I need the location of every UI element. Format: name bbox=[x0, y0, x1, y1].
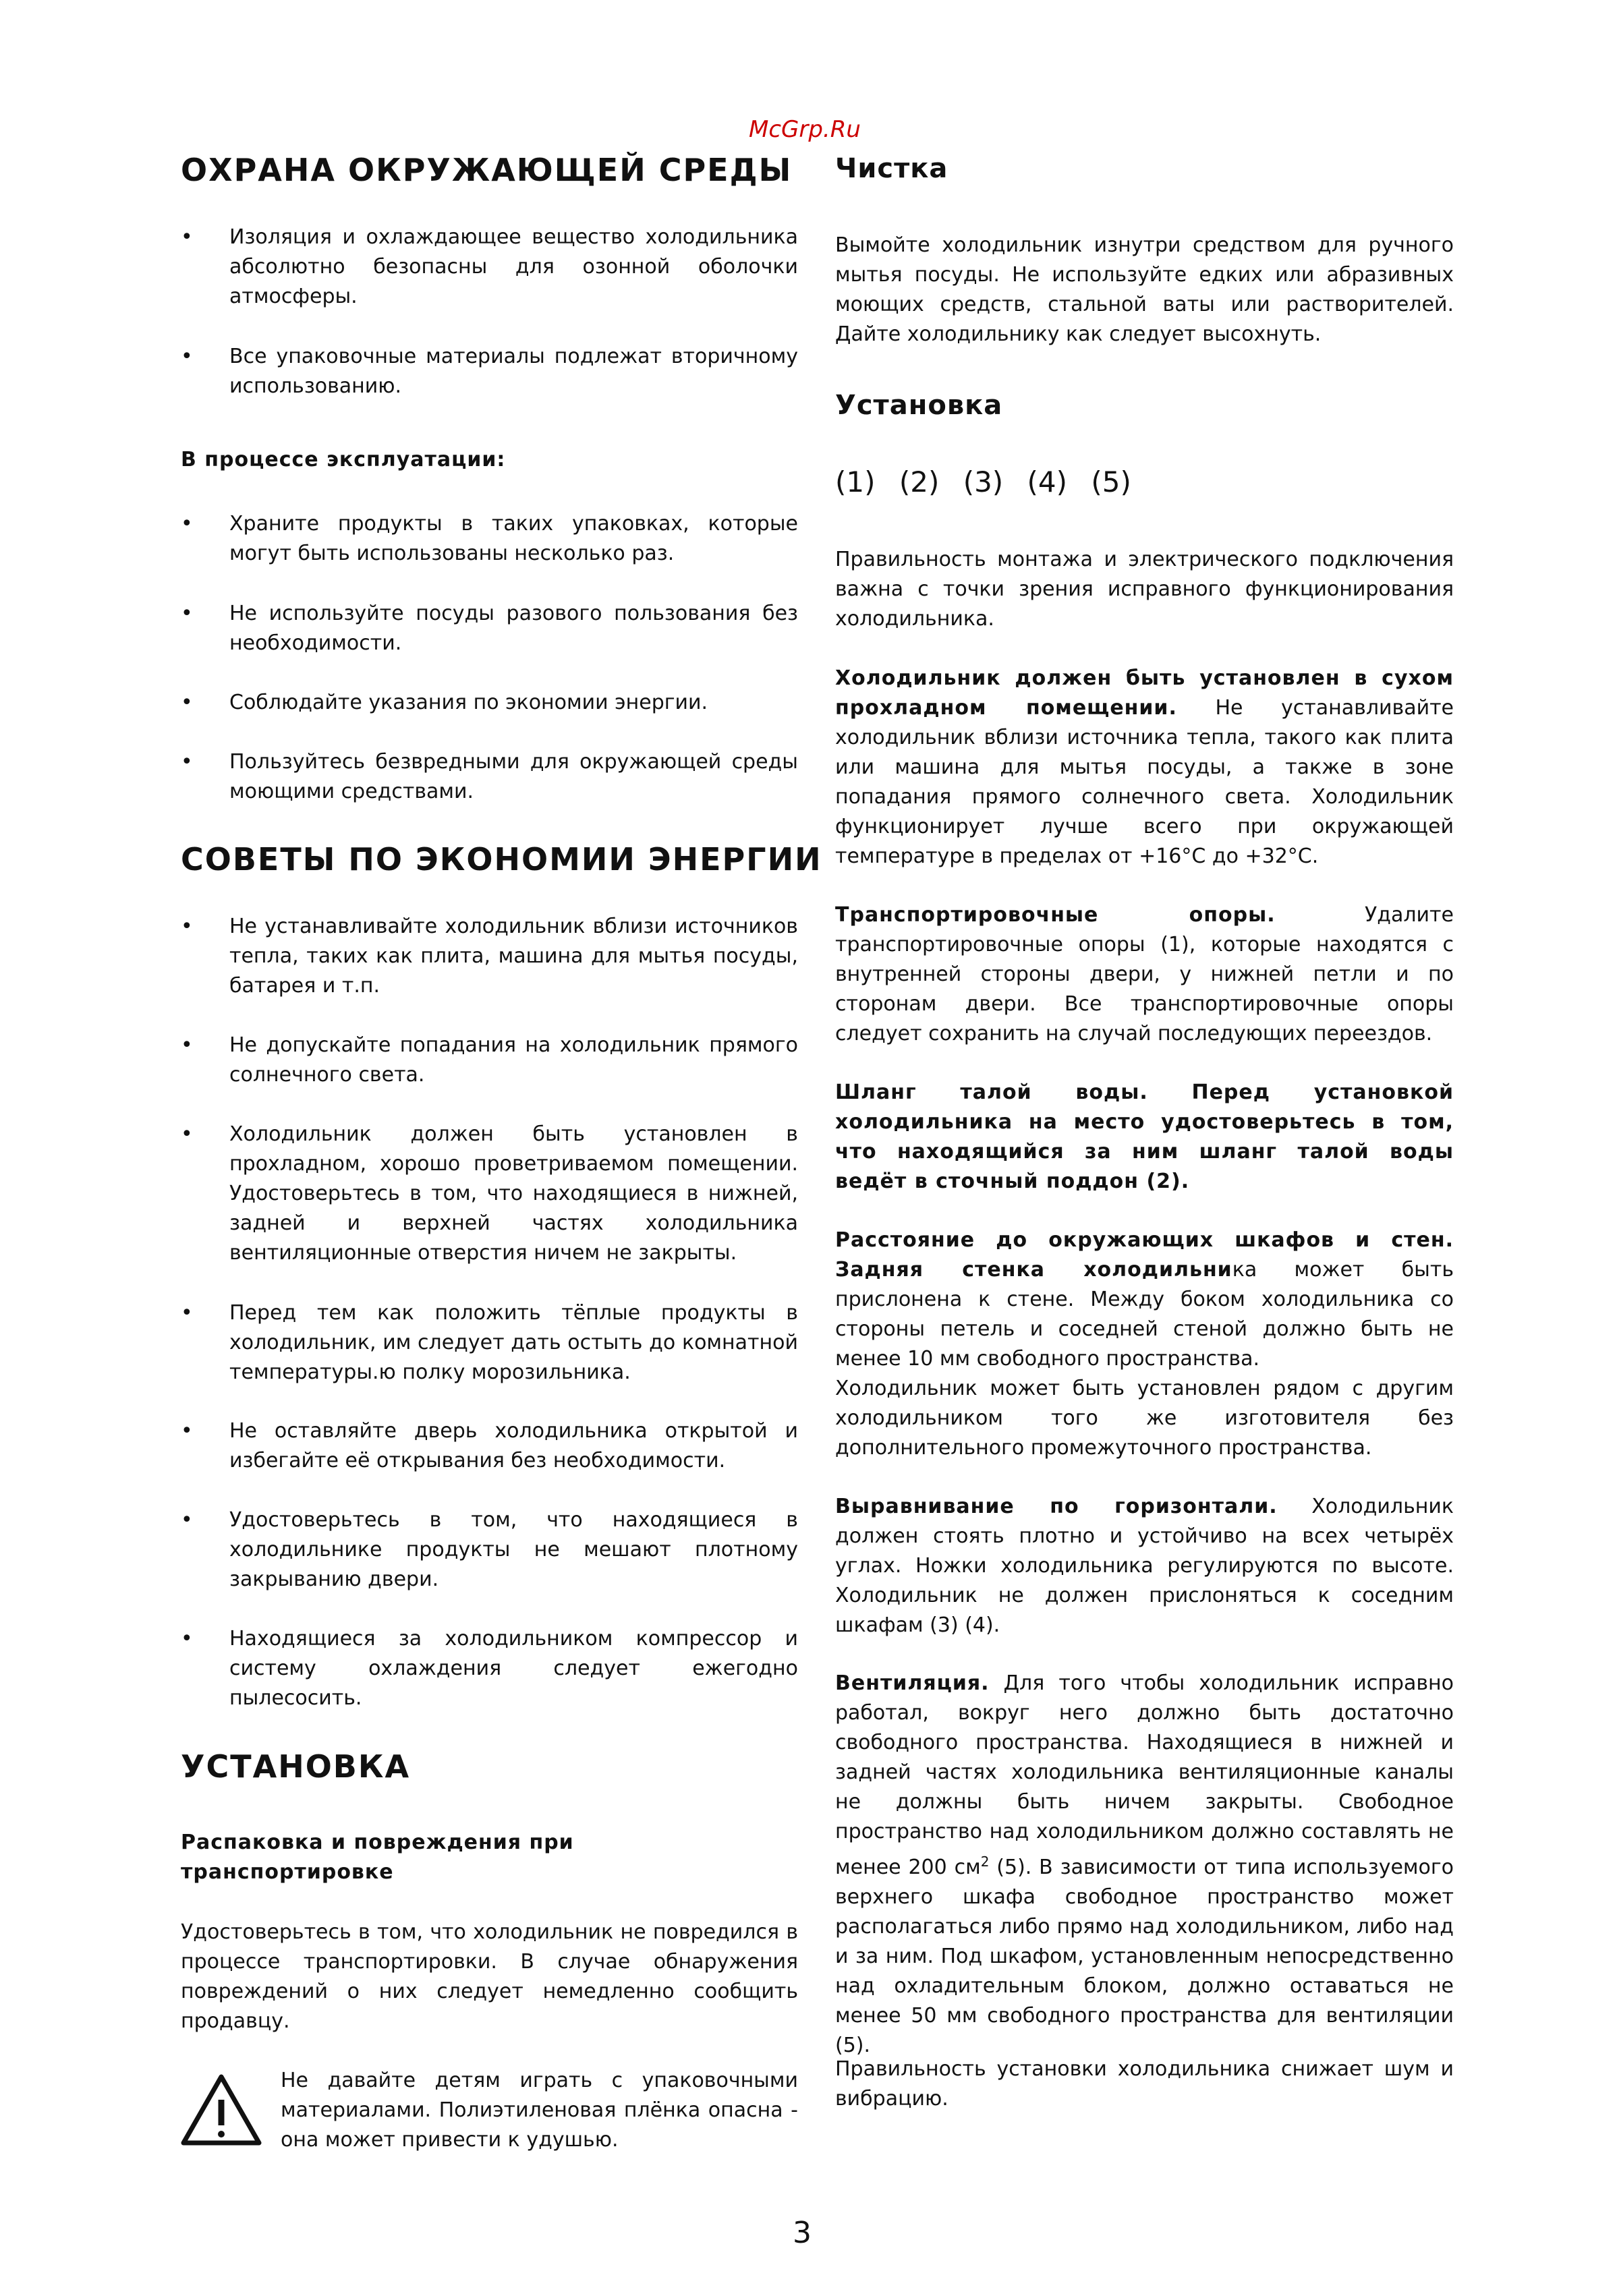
bullet-icon: • bbox=[181, 915, 193, 938]
bullet-icon: • bbox=[181, 1122, 193, 1146]
distance-paragraph-2: Холодильник может быть установлен рядом с другим холодильником того же изготовителя без дополнительного промежуточного пространства. bbox=[835, 1377, 1454, 1460]
section-title-cleaning: Чистка bbox=[835, 153, 948, 184]
watermark: McGrp.Ru bbox=[749, 116, 861, 143]
section-title-energy: СОВЕТЫ ПО ЭКОНОМИИ ЭНЕРГИИ bbox=[181, 841, 822, 878]
bullet-icon: • bbox=[181, 345, 193, 368]
bullet-icon: • bbox=[181, 1301, 193, 1325]
distance-paragraph: Расстояние до окружающих шкафов и стен. Задняя стенка холодильника может быть прислонена к стене. Между боком холодильника со стороны петель и соседней стеной должно быть не менее 10 мм свободного пространства. bbox=[835, 1228, 1454, 1371]
ventilation-paragraph: Вентиляция. Для того чтобы холодильник исправно работал, вокруг него должно быть достаточно свободного пространства. Находящиеся в нижней и задней частях холодильника вентиляционные каналы не должны быть ничем закрыты. Свободное пространство над холодильником должно составлять не менее 200 $см^2$ (5). В зависимости от типа используемого верхнего шкафа свободное пространство может располагаться либо прямо над холодильником, либо над и за ним. Под шкафом, установленным непосредственно над охладительным блоком, должно оставаться не менее 50 мм свободного пространства для вентиляции (5). bbox=[835, 1671, 1454, 2057]
ventilation-heading: Вентиляция. bbox=[835, 1671, 990, 1695]
section-title-setup: Установка bbox=[835, 390, 1003, 421]
dry-room-heading: Холодильник должен быть установлен в сухом прохладном помещении. bbox=[835, 666, 1454, 720]
bullet-icon: • bbox=[181, 512, 193, 536]
bullet-icon: • bbox=[181, 1508, 193, 1532]
setup-intro-paragraph: Правильность монтажа и электрического подключения важна с точки зрения исправного функционирования холодильника. bbox=[835, 548, 1454, 631]
leveling-paragraph: Выравнивание по горизонтали. Холодильник должен стоять плотно и устойчиво на всех четырёх углах. Ножки холодильника регулируются по высоте. Холодильник не должен прислоняться к соседним шкафам (3) (4). bbox=[835, 1495, 1454, 1637]
bullet-icon: • bbox=[181, 1419, 193, 1443]
bullet-icon: • bbox=[181, 602, 193, 625]
unpacking-paragraph: Удостоверьтесь в том, что холодильник не повредился в процессе транспортировки. В случае обнаружения повреждений о них следует немедленно сообщить продавцу. bbox=[181, 1920, 798, 2033]
ventilation-paragraph-2: Правильность установки холодильника снижает шум и вибрацию. bbox=[835, 2057, 1454, 2111]
cleaning-paragraph: Вымойте холодильник изнутри средством для ручного мытья посуды. Не используйте едких или абразивных моющих средств, стальной ваты или растворителей. Дайте холодильнику как следует высохнуть. bbox=[835, 233, 1454, 346]
transport-supports-heading: Транспортировочные опоры. bbox=[835, 903, 1276, 927]
section-title-installation: УСТАНОВКА bbox=[181, 1748, 411, 1785]
bullet-icon: • bbox=[181, 691, 193, 714]
figure-references: (1) (2) (3) (4) (5) bbox=[835, 465, 1131, 498]
drain-hose-paragraph: Шланг талой воды. Перед установкой холодильника на место удостоверьтесь в том, что находящийся за ним шланг талой воды ведёт в сточный поддон (2). bbox=[835, 1081, 1454, 1193]
bullet-icon: • bbox=[181, 1033, 193, 1057]
section-title-environment: ОХРАНА ОКРУЖАЮЩЕЙ СРЕДЫ bbox=[181, 152, 793, 188]
warning-text: Не давайте детям играть с упаковочными материалами. Полиэтиленовая плёнка опасна - она может привести к удушью. bbox=[281, 2069, 798, 2152]
transport-supports-paragraph: Транспортировочные опоры. Удалите транспортировочные опоры (1), которые находятся с внутренней стороны двери, у нижней петли и по сторонам двери. Все транспортировочные опоры следует сохранить на случай последующих переездов. bbox=[835, 903, 1454, 1045]
bullet-icon: • bbox=[181, 225, 193, 249]
page-number: 3 bbox=[793, 2216, 812, 2250]
subsection-title-unpacking: Распаковка и повреждения при транспортировке bbox=[181, 1831, 574, 1884]
dry-room-paragraph: Холодильник должен быть установлен в сухом прохладном помещении. Не устанавливайте холодильник вблизи источника тепла, такого как плита или машина для мытья посуды, а также в зоне попадания прямого солнечного света. Холодильник функционирует лучше всего при окружающей температуре в пределах от +16°С до +32°С. bbox=[835, 666, 1454, 868]
bullet-icon: • bbox=[181, 1627, 193, 1651]
subsection-title-operation: В процессе эксплуатации: bbox=[181, 448, 506, 471]
warning-triangle-icon bbox=[181, 2074, 262, 2146]
leveling-heading: Выравнивание по горизонтали. bbox=[835, 1495, 1278, 1518]
distance-heading: Расстояние до окружающих шкафов и стен. Задняя стенка холодильни bbox=[835, 1228, 1454, 1282]
bullet-icon: • bbox=[181, 750, 193, 774]
